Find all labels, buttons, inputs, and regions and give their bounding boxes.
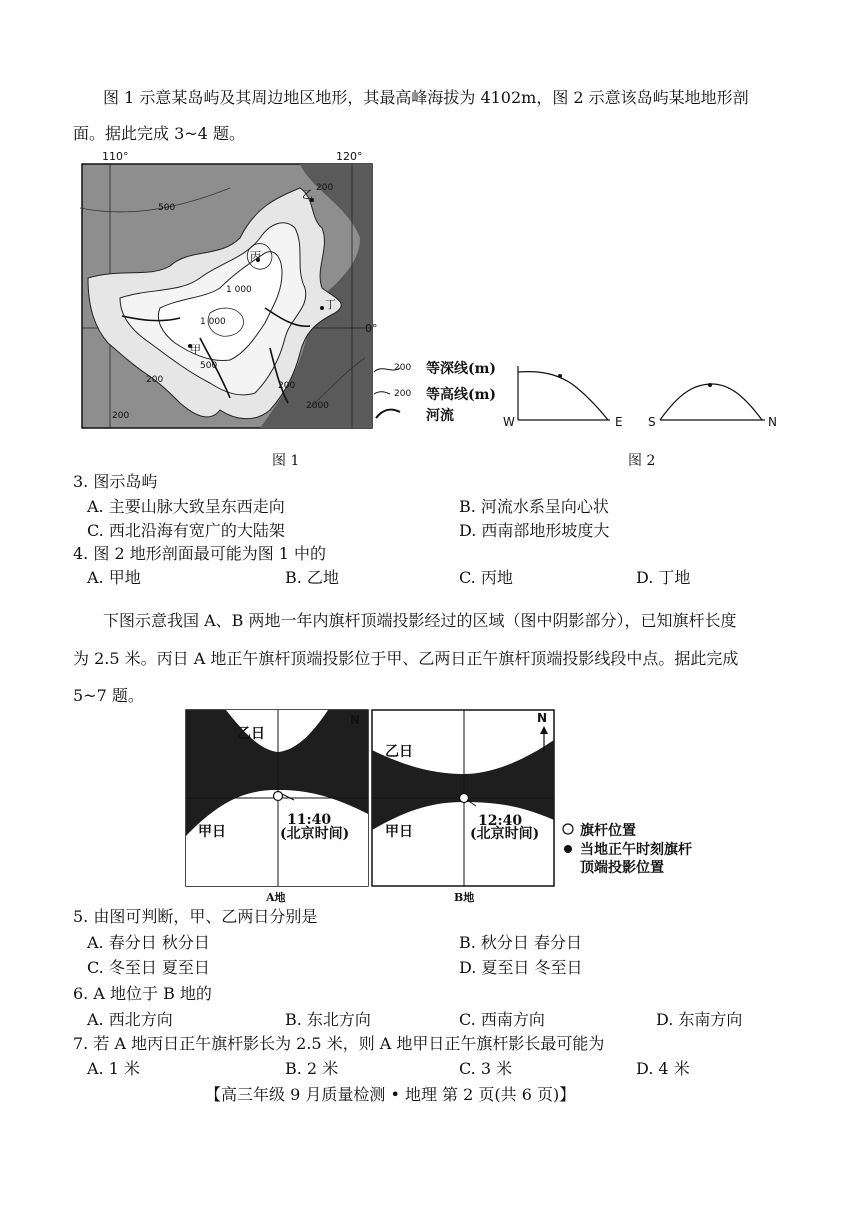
b-flagpole-marker — [460, 794, 469, 803]
label-ding: 丁 — [325, 298, 336, 311]
q5-option-a[interactable]: A. 春分日 秋分日 — [87, 933, 210, 952]
a-label-yi: 乙日 — [237, 726, 265, 742]
lon-110-label: 110° — [102, 150, 129, 163]
legend-elev-sample: 200 — [394, 389, 412, 399]
a-north: N — [350, 713, 361, 727]
legend-river-label: 河流 — [426, 408, 454, 424]
q7-option-b[interactable]: B. 2 米 — [285, 1059, 339, 1078]
intro1-line1: 图 1 示意某岛屿及其周边地区地形，其最高峰海拔为 4102m，图 2 示意该岛屿某地地形剖 — [103, 88, 749, 107]
q3-option-b[interactable]: B. 河流水系呈向心状 — [459, 497, 609, 516]
q3-option-d[interactable]: D. 西南部地形坡度大 — [459, 521, 610, 540]
q6-option-a[interactable]: A. 西北方向 — [87, 1010, 173, 1029]
label-yi: 乙 — [302, 188, 313, 201]
ab-legend-markers — [561, 822, 575, 862]
legend-depth-label: 等深线(m) — [426, 361, 497, 377]
figure2-profiles — [500, 362, 790, 432]
legend-depth-sample: 200 — [394, 363, 412, 373]
intro1-line2: 面。据此完成 3~4 题。 — [73, 124, 245, 143]
q4-stem: 4. 图 2 地形剖面最可能为图 1 中的 — [73, 544, 327, 563]
contour-label-2000: 2000 — [306, 401, 329, 411]
contour-label-200b: 200 — [146, 375, 164, 385]
a-caption: A地 — [266, 891, 286, 904]
ab-legend-shadow-1: 当地正午时刻旗杆 — [580, 842, 692, 858]
ab-legend-flagpole: 旗杆位置 — [580, 823, 636, 839]
q5-option-b[interactable]: B. 秋分日 春分日 — [459, 933, 583, 952]
b-label-yi: 乙日 — [385, 744, 413, 760]
a-bj-time: (北京时间) — [280, 826, 350, 842]
profile-left-e: E — [615, 415, 623, 429]
legend-shadow-marker — [564, 845, 572, 853]
figure-b-shadow — [372, 710, 554, 886]
profile-right-n: N — [768, 415, 777, 429]
q6-option-d[interactable]: D. 东南方向 — [656, 1010, 743, 1029]
q7-option-c[interactable]: C. 3 米 — [459, 1059, 513, 1078]
q4-option-b[interactable]: B. 乙地 — [285, 568, 339, 587]
intro2-line1: 下图示意我国 A、B 两地一年内旗杆顶端投影经过的区域（图中阴影部分），已知旗杆长度 — [103, 611, 737, 630]
b-time: 12:40 — [478, 813, 523, 829]
q6-stem: 6. A 地位于 B 地的 — [73, 984, 212, 1003]
q6-option-b[interactable]: B. 东北方向 — [285, 1010, 371, 1029]
q3-option-a[interactable]: A. 主要山脉大致呈东西走向 — [87, 497, 285, 516]
q7-option-d[interactable]: D. 4 米 — [636, 1059, 690, 1078]
lon-120-label: 120° — [336, 150, 363, 163]
q3-option-c[interactable]: C. 西北沿海有宽广的大陆架 — [87, 521, 285, 540]
label-bing: 丙 — [250, 250, 261, 263]
q7-stem: 7. 若 A 地丙日正午旗杆影长为 2.5 米，则 A 地甲日正午旗杆影长最可能为 — [73, 1034, 605, 1053]
legend-flagpole-marker — [563, 824, 573, 834]
q5-stem: 5. 由图可判断，甲、乙两日分别是 — [73, 907, 318, 926]
page-footer: 【高三年级 9 月质量检测 • 地理 第 2 页(共 6 页)】 — [205, 1085, 576, 1104]
profile-right-s: S — [648, 415, 656, 429]
figure2-caption: 图 2 — [628, 453, 656, 469]
figure1-map — [60, 148, 380, 448]
q5-option-c[interactable]: C. 冬至日 夏至日 — [87, 958, 210, 977]
q7-option-a[interactable]: A. 1 米 — [87, 1059, 140, 1078]
contour-label-1000a: 1 000 — [226, 285, 252, 295]
b-north: N — [537, 711, 548, 725]
b-bj-time: (北京时间) — [470, 826, 540, 842]
legend-elev-label: 等高线(m) — [426, 387, 497, 403]
q4-option-d[interactable]: D. 丁地 — [636, 568, 691, 587]
b-caption: B地 — [454, 891, 475, 904]
b-label-jia: 甲日 — [385, 824, 413, 840]
contour-label-500a: 500 — [158, 203, 176, 213]
contour-label-200a: 200 — [316, 183, 334, 193]
contour-label-1000b: 1 000 — [200, 317, 226, 327]
figure1-legend — [372, 358, 432, 418]
lat-0-label: 0° — [365, 322, 378, 335]
label-jia: 甲 — [190, 343, 201, 356]
q4-option-c[interactable]: C. 丙地 — [459, 568, 513, 587]
contour-label-200d: 200 — [112, 411, 130, 421]
profile-we — [518, 372, 608, 420]
a-flagpole-marker — [274, 792, 283, 801]
intro2-line2: 为 2.5 米。丙日 A 地正午旗杆顶端投影位于甲、乙两日正午旗杆顶端投影线段中点。据此完成 — [73, 649, 739, 668]
figure1-caption: 图 1 — [272, 453, 300, 469]
profile-sn — [660, 384, 762, 420]
contour-label-200c: 200 — [278, 381, 296, 391]
q6-option-c[interactable]: C. 西南方向 — [459, 1010, 545, 1029]
profile-left-w: W — [503, 415, 515, 429]
intro2-line3: 5~7 题。 — [73, 686, 144, 705]
a-time: 11:40 — [287, 812, 332, 828]
figure-a-shadow — [186, 710, 368, 886]
a-label-jia: 甲日 — [198, 824, 226, 840]
q3-stem: 3. 图示岛屿 — [73, 472, 158, 491]
contour-label-500b: 500 — [200, 361, 218, 371]
ab-legend-shadow-2: 顶端投影位置 — [580, 860, 664, 876]
q4-option-a[interactable]: A. 甲地 — [87, 568, 141, 587]
q5-option-d[interactable]: D. 夏至日 冬至日 — [459, 958, 583, 977]
